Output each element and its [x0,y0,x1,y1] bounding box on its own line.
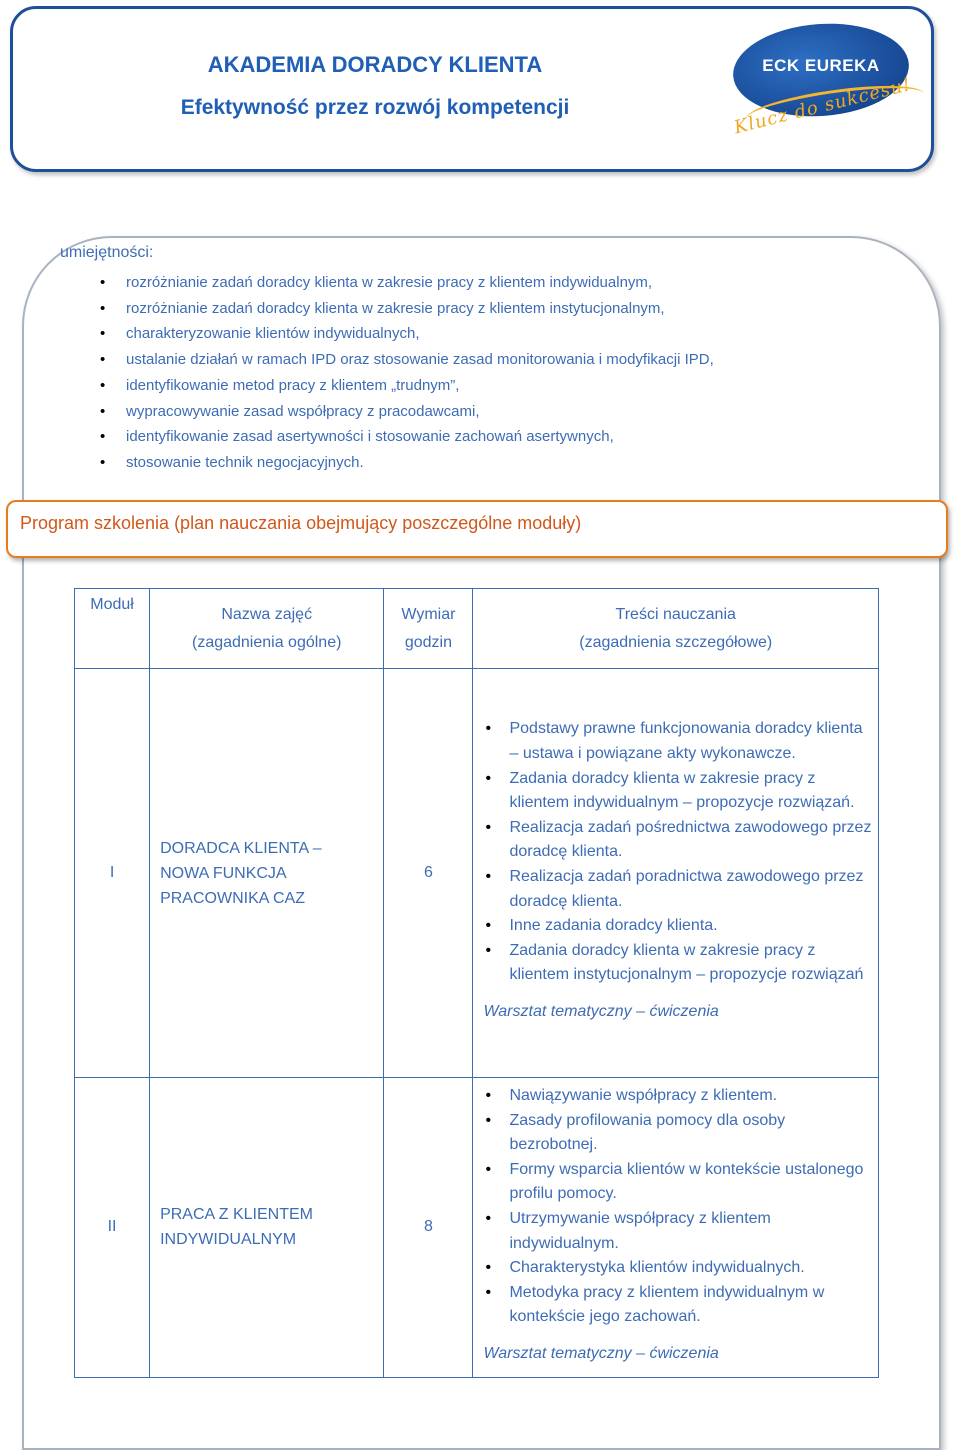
list-item: • Zasady profilowania pomocy dla osoby bezrobotnej. [483,1109,872,1158]
header-name [150,589,384,669]
list-item: • Utrzymywanie współpracy z klientem indywidualnym. [483,1207,872,1256]
header-content-line1: Treści nauczania [615,605,736,623]
row-content [473,1078,879,1378]
page-title: AKADEMIA DORADCY KLIENTA [207,52,543,77]
list-item: • Podstawy prawne funkcjonowania doradcy klienta – ustawa i powiązane akty wykonawcze. [483,717,872,766]
page-subtitle: Efektywność przez rozwój kompetencji [180,96,570,119]
table-row [75,669,879,1078]
skills-list-item: • identyfikowanie metod pracy z klientem „trudnym”, [100,373,714,399]
workshop-note: Warsztat tematyczny – ćwiczenia [483,1002,719,1020]
list-item: • Nawiązywanie współpracy z klientem. [483,1084,872,1109]
row-content-list [483,717,872,988]
program-table [74,588,879,1378]
header-hours-line2: godzin [404,633,452,651]
skills-list-item: • charakteryzowanie klientów indywidualnych, [100,321,714,347]
list-item: • Metodyka pracy z klientem indywidualnym w kontekście jego zachowań. [483,1281,872,1330]
workshop-note: Warsztat tematyczny – ćwiczenia [483,1344,719,1362]
logo-text: ECK EUREKA [762,56,880,75]
header-module [75,589,150,669]
header-content-line2: (zagadnienia szczegółowe) [579,633,773,651]
skills-list-item: • identyfikowanie zasad asertywności i stosowanie zachowań asertywnych, [100,424,714,450]
skills-heading: umiejętności: [60,244,154,261]
row-module: I [75,669,150,1078]
skills-list-item: • wypracowywanie zasad współpracy z pracodawcami, [100,399,714,425]
table-row [75,1078,879,1378]
row-hours: 8 [384,1078,473,1378]
header-hours [384,589,473,669]
list-item: • Zadania doradcy klienta w zakresie pracy z klientem instytucjonalnym – propozycje rozwiązań [483,939,872,988]
header-hours-line1: Wymiar [401,605,456,623]
header-content [473,589,879,669]
row-hours: 6 [384,669,473,1078]
header-name-line2: (zagadnienia ogólne) [191,633,342,651]
skills-list-item: • stosowanie technik negocjacyjnych. [100,450,714,476]
row-content-list [483,1084,872,1330]
list-item: • Zadania doradcy klienta w zakresie pracy z klientem indywidualnym – propozycje rozwiązań. [483,767,872,816]
skills-list-item: • ustalanie działań w ramach IPD oraz stosowanie zasad monitorowania i modyfikacji IPD, [100,347,714,373]
list-item: • Realizacja zadań pośrednictwa zawodowego przez doradcę klienta. [483,816,872,865]
row-module: II [75,1078,150,1378]
header-module-label: Moduł [90,596,134,613]
row-content [473,669,879,1078]
logo-slogan: Klucz do sukcesu! [732,74,914,139]
row-name: DORADCA KLIENTA – NOWA FUNKCJA PRACOWNIKA CAZ [150,669,384,1078]
skills-list-item: • rozróżnianie zadań doradcy klienta w zakresie pracy z klientem instytucjonalnym, [100,296,714,322]
row-name: PRACA Z KLIENTEM INDYWIDUALNYM [150,1078,384,1378]
skills-list-item: • rozróżnianie zadań doradcy klienta w zakresie pracy z klientem indywidualnym, [100,270,714,296]
program-title: Program szkolenia (plan nauczania obejmujący poszczególne moduły) [20,513,582,533]
list-item: • Inne zadania doradcy klienta. [483,914,872,939]
list-item: • Formy wsparcia klientów w kontekście ustalonego profilu pomocy. [483,1158,872,1207]
table-header-row [75,589,879,669]
list-item: • Charakterystyka klientów indywidualnych. [483,1256,872,1281]
skills-list [100,270,714,476]
header-name-line1: Nazwa zajęć [221,605,313,623]
list-item: • Realizacja zadań poradnictwa zawodowego przez doradcę klienta. [483,865,872,914]
